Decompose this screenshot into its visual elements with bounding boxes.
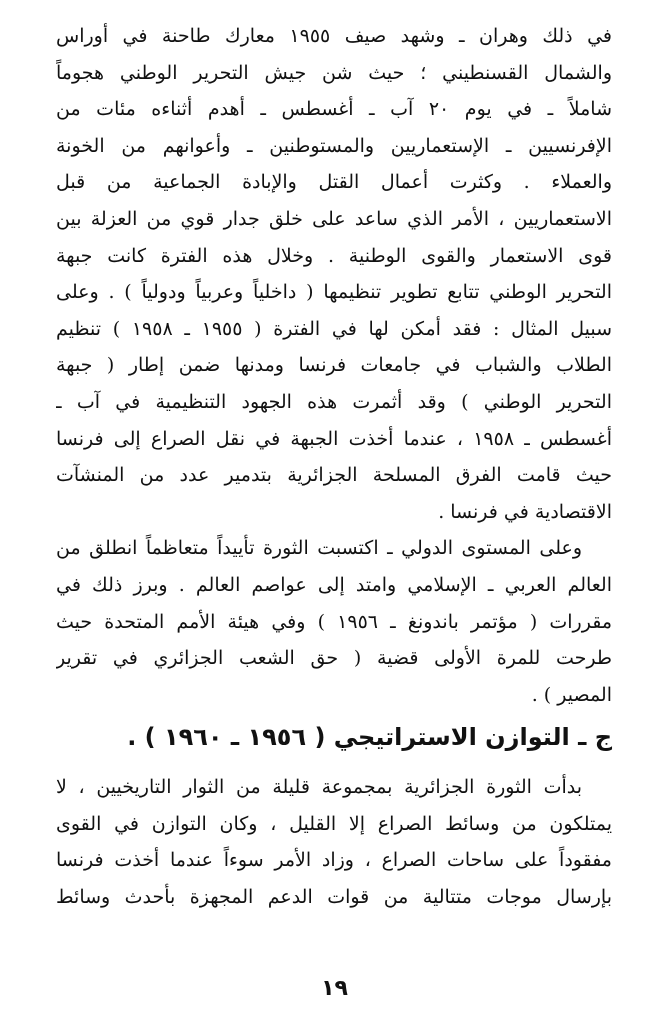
text-line: التحرير الوطني تتابع تطوير تنظيمها ( داخلياً وعربياً ودولياً ) . وعلى [56,281,612,304]
text-line: المصير ) . [531,683,612,706]
text-line: سبيل المثال : فقد أمكن لها في الفترة ( ١٩٥٥ ـ ١٩٥٨ ) تنظيم [56,317,612,340]
text-line: وعلى المستوى الدولي ـ اكتسبت الثورة تأييداً متعاظماً انطلق من [56,537,582,560]
text-line: مقررات ( مؤتمر باندونغ ـ ١٩٥٦ ) وفي هيئة الأمم المتحدة حيث [56,610,612,633]
paragraph-1 [56,18,612,530]
page-body [56,18,612,916]
text-line: العالم العربي ـ الإسلامي وامتد إلى عواصم العالم . وبرز ذلك في [56,573,612,596]
text-line: الإفرنسيين ـ الإستعماريين والمستوطنين ـ وأعوانهم من الخونة [56,134,612,157]
text-line: بدأت الثورة الجزائرية بمجموعة قليلة من الثوار التاريخيين ، لا [56,776,582,799]
text-line: بإرسال موجات متتالية من قوات الدعم المجهزة بأحدث وسائط [56,886,612,909]
text-line: والعملاء . وكثرت أعمال القتل والإبادة الجماعية من قبل [56,171,612,194]
paragraph-2 [56,530,612,713]
text-line: قوى الاستعمار والقوى الوطنية . وخلال هذه الفترة كانت جبهة [56,244,612,267]
text-line: مفقوداً على ساحات الصراع ، وزاد الأمر سوءاً عندما أخذت فرنسا [56,849,612,872]
text-line: حيث قامت الفرق المسلحة الجزائرية بتدمير عدد من المنشآت [56,464,612,487]
text-line: يمتلكون من وسائط الصراع إلا القليل ، وكان التوازن في القوى [56,812,612,835]
page-number: ١٩ [321,976,348,1001]
text-line: شاملاً ـ في يوم ٢٠ آب ـ أغسطس ـ أهدم أثناءه مئات من [56,98,612,121]
text-line: في ذلك وهران ـ وشهد صيف ١٩٥٥ معارك طاحنة في أوراس [56,25,612,47]
text-line: الاستعماريين ، الأمر الذي ساعد على خلق جدار قوي من العزلة بين [56,207,612,230]
section-heading: ج ـ التوازن الاستراتيجي ( ١٩٥٦ ـ ١٩٦٠ ) . [127,723,612,752]
text-line: التحرير الوطني ) وقد أثمرت هذه الجهود التنظيمية في آب ـ [56,390,612,413]
paragraph-3 [56,769,612,915]
text-line: طرحت للمرة الأولى قضية ( حق الشعب الجزائري في تقرير [56,647,612,670]
text-line: أغسطس ـ ١٩٥٨ ، عندما أخذت الجبهة في نقل الصراع إلى فرنسا [56,427,612,450]
text-line: والشمال القسنطيني ؛ حيث شن جيش التحرير الوطني هجوماً [56,61,612,84]
text-line: الاقتصادية في فرنسا . [438,500,612,523]
text-line: الطلاب والشباب في جامعات فرنسا ومدنها ضمن إطار ( جبهة [56,354,612,377]
